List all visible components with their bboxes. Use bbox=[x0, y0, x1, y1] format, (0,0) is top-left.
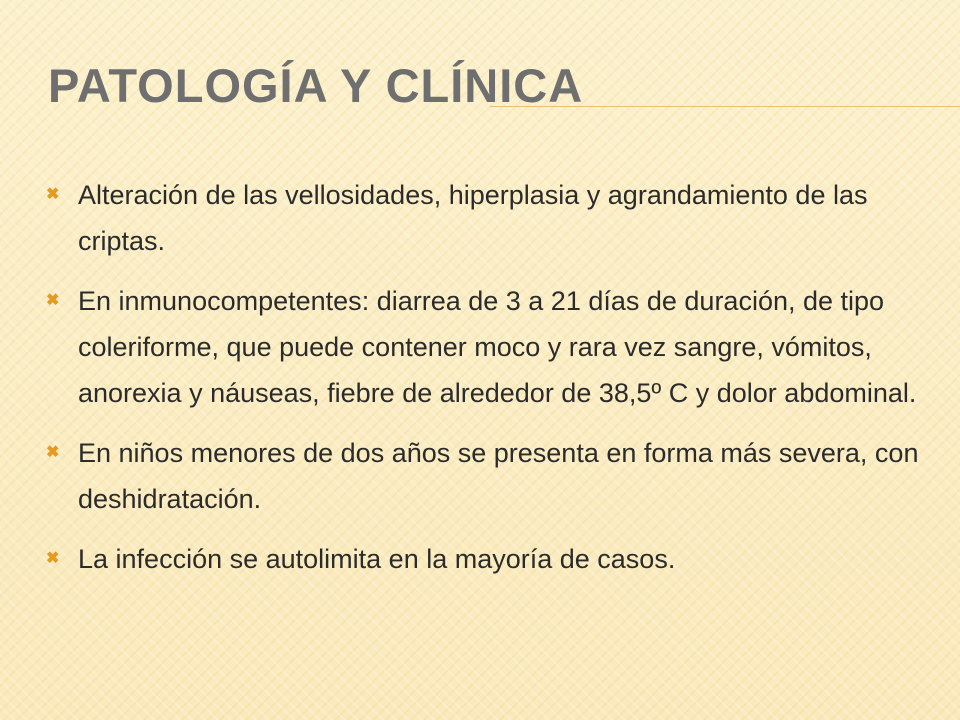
bullet-text bbox=[78, 278, 926, 416]
bullet-text: Alteración de las vellosidades, hiperplasia y agrandamiento de las criptas. bbox=[78, 180, 868, 256]
bullet-item bbox=[46, 278, 926, 416]
bullet-item bbox=[46, 172, 926, 264]
bullet-text: En niños menores de dos años se presenta en forma más severa, con deshidratación. bbox=[78, 438, 919, 514]
bullet-list bbox=[46, 172, 926, 596]
bullet-text-prefix: En bbox=[78, 286, 119, 316]
bullet-item bbox=[46, 536, 926, 582]
bullet-text: La infección se autolimita en la mayoría de casos. bbox=[78, 544, 676, 574]
bullet-item bbox=[46, 430, 926, 522]
x-bullet-icon: ✖ bbox=[46, 444, 60, 461]
x-bullet-icon: ✖ bbox=[46, 550, 60, 567]
bullet-text-suffix: : diarrea de 3 a 21 días de duración, de tipo coleriforme, que puede contener moco y rara vez sangre, vómitos, anorexia y náuseas, fiebre de alrededor de 38,5º C y dolor abdominal. bbox=[78, 286, 917, 408]
x-bullet-icon: ✖ bbox=[46, 292, 60, 309]
slide-title: PATOLOGÍA Y CLÍNICA bbox=[48, 59, 584, 112]
title-underline bbox=[490, 106, 960, 107]
x-bullet-icon: ✖ bbox=[46, 186, 60, 203]
bullet-text-highlight: inmunocompetentes bbox=[118, 286, 362, 316]
